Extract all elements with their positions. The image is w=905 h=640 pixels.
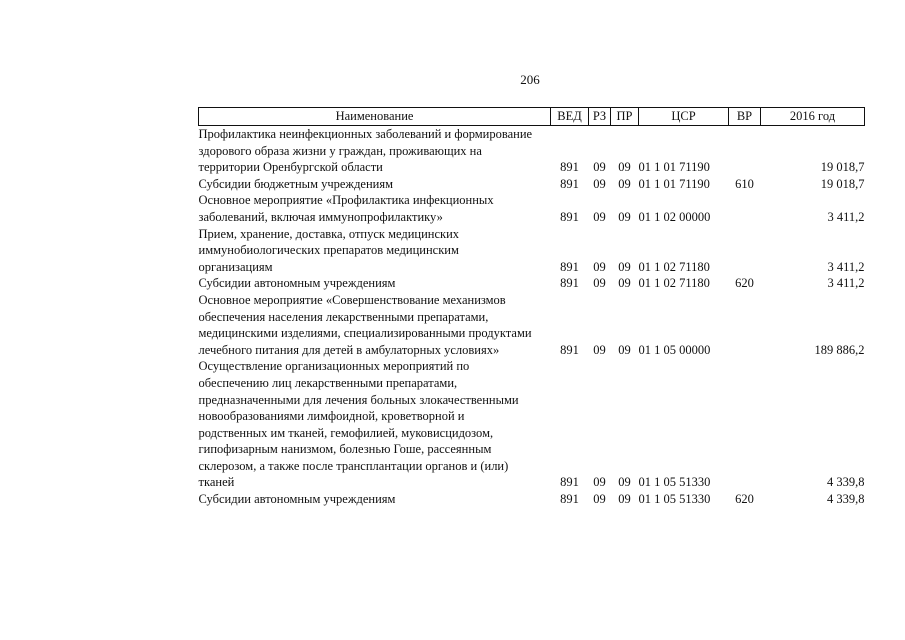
row-vr xyxy=(729,192,761,225)
row-amount: 19 018,7 xyxy=(820,176,865,191)
header-pr: ПР xyxy=(611,108,639,126)
row-csr: 01 1 02 71180 xyxy=(638,259,710,274)
page-number: 206 xyxy=(520,72,540,87)
table-row xyxy=(199,176,865,193)
row-name: Основное мероприятие «Профилактика инфекционных заболеваний, включая иммунопрофилактику» xyxy=(198,193,494,224)
row-pr: 09 xyxy=(618,276,631,291)
row-ved: 891 xyxy=(560,342,579,357)
row-csr: 01 1 05 51330 xyxy=(638,492,711,507)
row-ved: 891 xyxy=(560,492,579,507)
row-csr: 01 1 01 71190 xyxy=(638,160,710,175)
table-row xyxy=(199,292,865,358)
row-amount: 19 018,7 xyxy=(820,160,865,175)
row-amount: 3 411,2 xyxy=(827,259,865,274)
row-pr: 09 xyxy=(618,176,631,191)
row-csr: 01 1 05 00000 xyxy=(638,342,711,357)
row-pr: 09 xyxy=(618,259,631,274)
table-header xyxy=(199,108,865,126)
row-name: Профилактика неинфекционных заболеваний и формирование здорового образа жизни у граждан, проживающих на территории Оренбургской области xyxy=(198,127,533,175)
row-pr: 09 xyxy=(618,209,631,224)
header-amount: 2016 год xyxy=(761,108,865,126)
row-vr xyxy=(729,358,761,491)
row-vr: 620 xyxy=(735,276,754,291)
table-row xyxy=(199,358,865,491)
row-name: Основное мероприятие «Совершенствование механизмов обеспечения населения лекарственными препаратами, медицинскими изделиями, специализированными продуктами лечебного питания для детей в амбулаторных условиях» xyxy=(198,292,532,357)
row-rz: 09 xyxy=(593,475,606,490)
row-csr: 01 1 05 51330 xyxy=(638,475,711,490)
row-vr xyxy=(729,226,761,276)
row-name: Субсидии автономным учреждениям xyxy=(198,492,396,507)
row-name: Осуществление организационных мероприятий по обеспечению лиц лекарственными препаратами, предназначенными для лечения больных злокачественными новообразованиями лимфоидной, кроветворной и родственных им тканей, гемофилией, муковисцидозом, гипофизарным нанизмом, болезнью Гоше, рассеянным склерозом, а также после трансплантации органов и (или) тканей xyxy=(198,359,519,490)
row-rz: 09 xyxy=(593,259,606,274)
row-csr: 01 1 01 71190 xyxy=(638,176,710,191)
row-pr: 09 xyxy=(618,475,631,490)
row-rz: 09 xyxy=(593,160,606,175)
row-rz: 09 xyxy=(593,276,606,291)
row-pr: 09 xyxy=(618,492,631,507)
row-vr: 610 xyxy=(735,176,754,191)
row-amount: 3 411,2 xyxy=(827,209,865,224)
row-csr: 01 1 02 00000 xyxy=(638,209,711,224)
row-ved: 891 xyxy=(560,276,579,291)
table-body xyxy=(199,126,865,508)
row-rz: 09 xyxy=(593,209,606,224)
row-name: Субсидии бюджетным учреждениям xyxy=(198,176,394,191)
budget-table xyxy=(198,107,865,508)
table-row xyxy=(199,126,865,176)
row-rz: 09 xyxy=(593,492,606,507)
row-ved: 891 xyxy=(560,209,579,224)
row-vr xyxy=(729,126,761,176)
row-amount: 189 886,2 xyxy=(814,342,865,357)
row-csr: 01 1 02 71180 xyxy=(638,276,710,291)
row-rz: 09 xyxy=(593,342,606,357)
row-ved: 891 xyxy=(560,176,579,191)
header-rz: РЗ xyxy=(589,108,611,126)
row-ved: 891 xyxy=(560,475,579,490)
header-ved: ВЕД xyxy=(551,108,589,126)
table-row xyxy=(199,491,865,508)
row-vr xyxy=(729,292,761,358)
table-row xyxy=(199,226,865,276)
row-pr: 09 xyxy=(618,160,631,175)
row-amount: 4 339,8 xyxy=(827,492,865,507)
row-amount: 4 339,8 xyxy=(827,475,865,490)
row-pr: 09 xyxy=(618,342,631,357)
header-vr: ВР xyxy=(729,108,761,126)
table-row xyxy=(199,192,865,225)
row-name: Прием, хранение, доставка, отпуск медицинских иммунобиологических препаратов медицинским организациям xyxy=(198,226,460,274)
row-rz: 09 xyxy=(593,176,606,191)
row-ved: 891 xyxy=(560,259,579,274)
header-name: Наименование xyxy=(199,108,551,126)
row-name: Субсидии автономным учреждениям xyxy=(198,276,396,291)
row-ved: 891 xyxy=(560,160,579,175)
header-row xyxy=(199,108,865,126)
row-vr: 620 xyxy=(735,492,754,507)
table-row xyxy=(199,275,865,292)
header-csr: ЦСР xyxy=(639,108,729,126)
row-amount: 3 411,2 xyxy=(827,276,865,291)
